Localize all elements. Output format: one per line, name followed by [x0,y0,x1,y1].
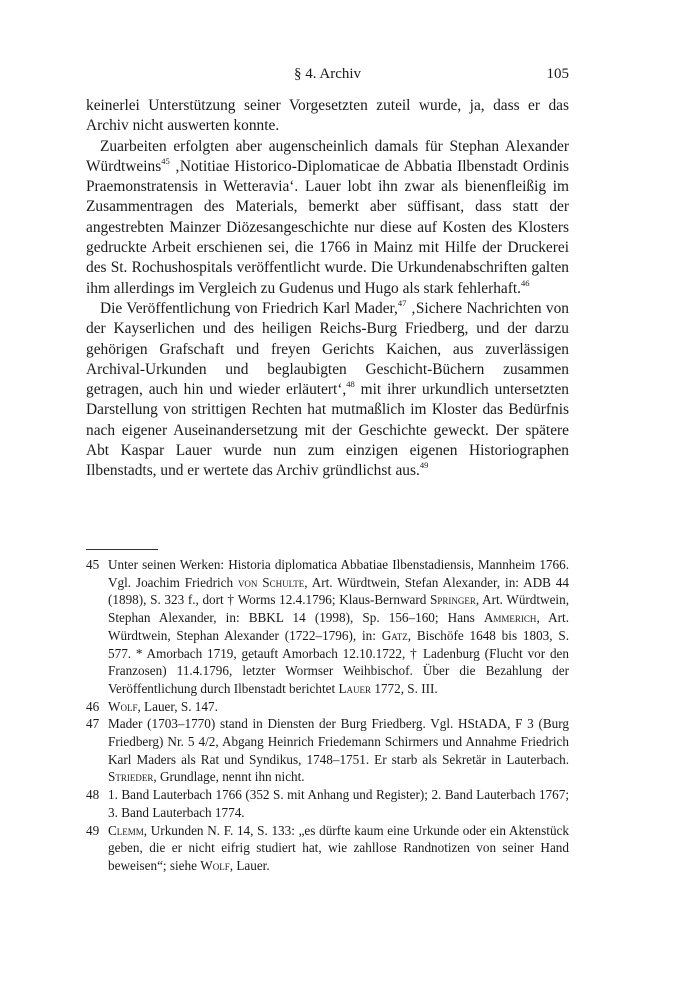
paragraph-2-text-a: Zuarbeiten erfolgten aber augenscheinlich damals für Stephan Alexander Würdtweins [86,137,569,175]
author-name: Clemm [108,822,144,838]
main-text [86,96,569,482]
author-name: Springer [430,592,476,608]
footnote-number: 48 [86,787,100,803]
footnote-46-text-2: , Lauer, S. 147. [137,698,218,714]
author-name: Gatz [381,627,408,643]
footnote-text [108,698,569,716]
footnote-number: 49 [86,822,100,838]
footnote-ref-49[interactable]: 49 [419,460,429,471]
paragraph-3 [86,299,569,482]
footnote-number: 47 [86,716,100,732]
footnote-number: 45 [86,557,100,572]
author-name: Wolf [200,857,230,873]
author-name: Ammerich [483,610,537,626]
footnote-text [108,822,569,875]
footnote-48 [86,786,569,821]
footnote-47-text-1: Mader (1703–1770) stand in Diensten der Burg Friedberg. Vgl. HStADA, F 3 (Burg Friedberg) Nr. 5 4/2, Abgang Heinrich Friedemann Schirmers und Annahme Friedrich Karl Maders als Rat und Syndikus, 1748–1751. Er starb als Sekretär in Lauterbach. [108,716,569,767]
footnote-46 [86,698,569,716]
footnotes [86,556,569,875]
paragraph-3-text-a: Die Veröffentlichung von Friedrich Karl Mader, [100,299,398,317]
author-name: Strieder [108,769,154,785]
author-name: Wolf [108,698,138,714]
footnote-text: 1. Band Lauterbach 1766 (352 S. mit Anhang und Register); 2. Band Lauterbach 1767; 3. Band Lauterbach 1774. [108,787,569,820]
footnote-ref-48[interactable]: 48 [346,379,355,390]
paragraph-2-text-b: ‚Notitiae Historico-Diplomaticae de Abbatia Ilbenstadt Ordinis Praemonstratensis in Wetteravia‘. Lauer lobt ihn zwar als bienenfleißig im Zusammentragen des Materials, bemerkt aber süffisant, dass statt der angestrebten Mainzer Diözesangeschichte nur diese auf Kosten des Klosters gedruckte Arbeit erschienen sei, die 1766 in Mainz mit Hilfe der Druckerei des St. Rochushospitals veröffentlicht wurde. Die Urkundenabschriften galten ihm allerdings im Vergleich zu Gudenus und Hugo als stark fehlerhaft. [86,157,569,297]
footnote-49-text-4: , Lauer. [229,857,270,873]
footnote-45-text-5: , Art. Würdtwein, Stephan Alexander, in: BBKL 14 (1998), Sp. 156–160; Hans [108,592,569,626]
footnote-45-text-7: , Art. Würdtwein, Stephan Alexander (1722–1796), in: [108,610,569,643]
footnote-45-text-3: , Art. Würdtwein, Stefan Alexander, in: ADB 44 (1898), S. 323 f., dort † Worms 12.4.1796; Klaus-Bernward [108,574,569,608]
footnote-49-text-2: , Urkunden N. F. 14, S. 133: „es dürfte kaum eine Urkunde oder ein Aktenstück geben, die er nicht eifrig studiert hat, wie zahllose Randnotizen von seiner Hand beweisen“; siehe [108,822,569,873]
footnote-text [108,715,569,786]
author-name: von Schulte [237,574,305,590]
paragraph-2 [86,137,569,299]
footnote-45-text-1: Unter seinen Werken: Historia diplomatica Abbatiae Ilbenstadiensis, Mannheim 1766. Vgl. Joachim Friedrich [108,557,569,590]
footnote-text [108,556,569,698]
footnote-45-text-9: , Bischöfe 1648 bis 1803, S. 577. * Amorbach 1719, getauft Amorbach 12.10.1722, † Ladenburg (Flucht vor den Franzosen) 11.4.1796, letzter Wormser Weihbischof. Über die Bezahlung der Veröffentlichung durch Ilbenstadt berichtet [108,627,569,696]
footnote-47-text-3: , Grundlage, nennt ihn nicht. [153,769,305,785]
author-name: Lauer [338,680,372,696]
paragraph-3-text-b: ‚Sichere Nachrichten von der Kayserlichen und des heiligen Reichs-Burg Friedberg, und der darzu gehörigen Grafschaft und freyen Gerichts Kaichen, aus zuverlässigen Archival-Urkunden und beglaubigten Geschicht-Büchern zusammen getragen, auch hin und wieder erläutert‘, [86,299,569,399]
footnote-number: 46 [86,698,100,714]
footnote-separator [86,549,158,550]
footnote-ref-47[interactable]: 47 [397,297,407,308]
running-title: § 4. Archiv [293,66,362,82]
page-number: 105 [546,66,569,82]
paragraph-1: keinerlei Unterstützung seiner Vorgesetzten zuteil wurde, ja, dass er das Archiv nicht auswerten konnte. [86,97,569,135]
footnote-49 [86,822,569,875]
footnote-ref-45[interactable]: 45 [161,155,170,166]
paragraph-3-text-c: mit ihrer urkundlich untersetzten Darstellung von strittigen Rechten hat mutmaßlich im Kloster das Bedürfnis nach eigener Auseinandersetzung mit der Geschichte geweckt. Der spätere Abt Kaspar Lauer wurde nun zum einzigen eigenen Historiographen Ilbenstadts, und er wertete das Archiv gründlichst aus. [86,381,569,480]
footnote-47 [86,715,569,786]
footnote-45-text-11: 1772, S. III. [371,680,438,696]
footnote-45 [86,556,569,698]
page-header [86,66,569,86]
footnote-ref-46[interactable]: 46 [520,277,530,288]
